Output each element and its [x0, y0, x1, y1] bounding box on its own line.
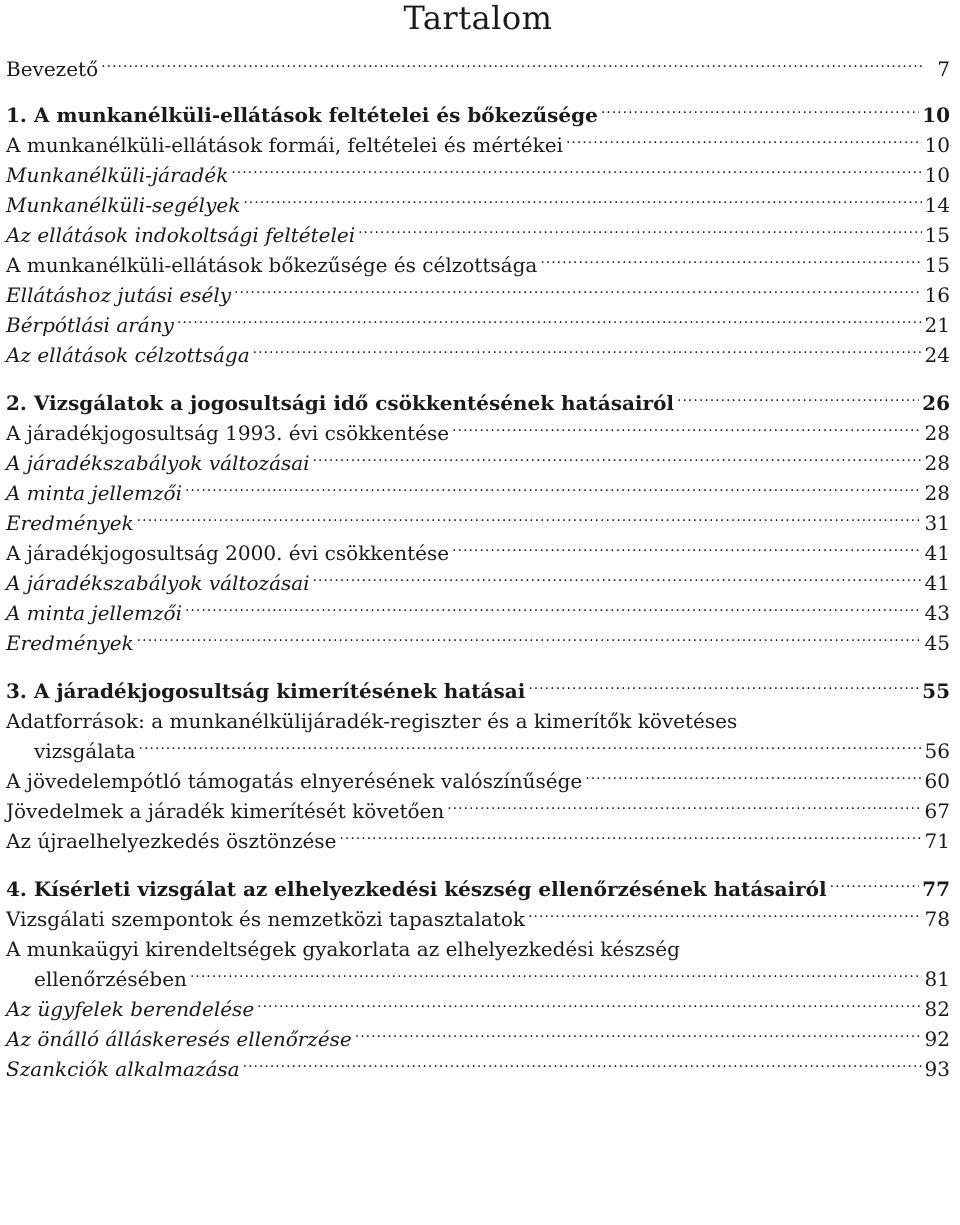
- toc-entry[interactable]: [6, 220, 950, 250]
- toc-entry[interactable]: [6, 280, 950, 310]
- toc-label: 4. Kísérleti vizsgálat az elhelyezkedési készség ellenőrzésének hatásairól: [6, 877, 827, 901]
- toc-entry-multiline-first[interactable]: Adatforrások: a munkanélkülijáradék-regiszter és a kimerítők követéses: [6, 709, 738, 733]
- page-title: Tartalom: [403, 0, 553, 37]
- toc-page-number: 67: [924, 799, 950, 823]
- toc-section-3-items: [6, 766, 950, 856]
- toc-leader: [830, 876, 920, 896]
- toc-entry[interactable]: [6, 418, 950, 448]
- toc-leader: [257, 996, 921, 1016]
- toc-entry[interactable]: [6, 598, 950, 628]
- toc-entry[interactable]: [6, 1024, 950, 1054]
- toc-leader: [528, 678, 919, 698]
- toc-leader: [139, 738, 922, 758]
- toc-leader: [243, 192, 921, 212]
- toc-label: Eredmények: [6, 631, 134, 655]
- toc-entry[interactable]: [6, 310, 950, 340]
- toc-label: A minta jellemzői: [6, 481, 182, 505]
- toc-label: Munkanélküli-segélyek: [6, 193, 241, 217]
- toc-page-number: 45: [924, 631, 950, 655]
- toc-label: A járadékjogosultság 1993. évi csökkentése: [6, 421, 450, 445]
- toc-label: 1. A munkanélküli-ellátások feltételei és bőkezűsége: [6, 103, 598, 127]
- toc-entry[interactable]: [6, 250, 950, 280]
- toc-leader: [253, 342, 922, 362]
- toc-leader: [234, 282, 921, 302]
- toc-page-number: 77: [922, 877, 950, 901]
- toc-leader: [231, 162, 921, 182]
- toc-page-number: 14: [924, 193, 950, 217]
- toc-section-2-heading[interactable]: [6, 388, 950, 418]
- toc-label: Az ellátások célzottsága: [6, 343, 250, 367]
- toc-leader: [452, 540, 921, 560]
- toc-label: A minta jellemzői: [6, 601, 182, 625]
- toc-leader: [177, 312, 922, 332]
- toc-page-number: 71: [924, 829, 950, 853]
- toc-entry[interactable]: [6, 1054, 950, 1084]
- toc-entry[interactable]: [6, 904, 950, 934]
- toc-label: Munkanélküli-járadék: [6, 163, 229, 187]
- toc-leader: [355, 1026, 922, 1046]
- toc-entry[interactable]: [6, 538, 950, 568]
- toc-label: Ellátáshoz jutási esély: [6, 283, 232, 307]
- toc-page-number: 41: [924, 541, 950, 565]
- toc-page-number: 15: [924, 223, 950, 247]
- toc-page-number: 28: [924, 451, 950, 475]
- toc-leader: [185, 600, 922, 620]
- toc-section-1-items: [6, 130, 950, 370]
- toc-section-1-heading[interactable]: [6, 100, 950, 130]
- toc-page-number: 43: [924, 601, 950, 625]
- toc-label: A munkanélküli-ellátások formái, feltételei és mértékei: [6, 133, 563, 157]
- toc-label: Bérpótlási arány: [6, 313, 174, 337]
- toc-label: ellenőrzésében: [34, 967, 187, 991]
- toc-label: Az önálló álláskeresés ellenőrzése: [6, 1027, 352, 1051]
- toc-page-number: 78: [924, 907, 950, 931]
- toc-page-number: 15: [924, 253, 950, 277]
- toc-label: Az ügyfelek berendelése: [6, 997, 255, 1021]
- toc-leader: [528, 906, 922, 926]
- toc-page-number: 82: [924, 997, 950, 1021]
- toc-entry[interactable]: [6, 130, 950, 160]
- toc-page-number: 21: [924, 313, 950, 337]
- toc-entry[interactable]: [6, 994, 950, 1024]
- toc-leader: [137, 630, 922, 650]
- toc-label: Vizsgálati szempontok és nemzetközi tapasztalatok: [6, 907, 525, 931]
- toc-page-number: 28: [924, 421, 950, 445]
- toc-section-4-items: [6, 994, 950, 1084]
- toc-label: A járadékjogosultság 2000. évi csökkentése: [6, 541, 450, 565]
- toc-page-number: 24: [924, 343, 950, 367]
- toc-label: A jövedelempótló támogatás elnyerésének valószínűsége: [6, 769, 583, 793]
- toc-leader: [601, 102, 919, 122]
- toc-page-number: 92: [924, 1027, 950, 1051]
- toc-leader: [339, 828, 921, 848]
- toc-label: Az újraelhelyezkedés ösztönzése: [6, 829, 337, 853]
- toc-page-number: 41: [924, 571, 950, 595]
- toc-entry[interactable]: [6, 628, 950, 658]
- toc-leader: [101, 56, 925, 76]
- toc-entry[interactable]: [6, 160, 950, 190]
- toc-entry-multiline-first[interactable]: A munkaügyi kirendeltségek gyakorlata az elhelyezkedési készség: [6, 937, 680, 961]
- toc-label: Az ellátások indokoltsági feltételei: [6, 223, 356, 247]
- toc-page-number: 93: [924, 1057, 950, 1081]
- toc-leader: [190, 966, 922, 986]
- toc-page-number: 10: [924, 163, 950, 187]
- toc-leader: [540, 252, 921, 272]
- toc-page-number: 10: [924, 133, 950, 157]
- toc-page-number: 81: [924, 967, 950, 991]
- toc-page-number: 16: [924, 283, 950, 307]
- toc-leader: [313, 570, 922, 590]
- toc-leader: [243, 1056, 922, 1076]
- toc-entry-multiline-second[interactable]: [6, 964, 950, 994]
- toc-label: Eredmények: [6, 511, 134, 535]
- toc-section-2-items: [6, 418, 950, 658]
- toc-entry[interactable]: [6, 766, 950, 796]
- toc-page-number: 10: [922, 103, 950, 127]
- toc-entry[interactable]: [6, 508, 950, 538]
- toc-leader: [585, 768, 921, 788]
- toc-entry[interactable]: [6, 796, 950, 826]
- toc-section-4-heading[interactable]: [6, 874, 950, 904]
- toc-leader: [137, 510, 922, 530]
- toc-label: A járadékszabályok változásai: [6, 571, 310, 595]
- toc-label: 3. A járadékjogosultság kimerítésének hatásai: [6, 679, 526, 703]
- toc-label: Jövedelmek a járadék kimerítését követően: [6, 799, 445, 823]
- toc-page-number: 56: [924, 739, 950, 763]
- toc-label: 2. Vizsgálatok a jogosultsági idő csökkentésének hatásairól: [6, 391, 675, 415]
- toc-label: vizsgálata: [34, 739, 136, 763]
- toc-page-number: 28: [924, 481, 950, 505]
- toc-page-number: 31: [924, 511, 950, 535]
- toc-leader: [452, 420, 921, 440]
- toc-page-number: 26: [922, 391, 950, 415]
- toc-entry-multiline-second[interactable]: [6, 736, 950, 766]
- toc-page-number: 55: [922, 679, 950, 703]
- toc-label: Bevezető: [6, 57, 99, 81]
- toc-entry[interactable]: [6, 190, 950, 220]
- toc-page-number: 7: [937, 57, 950, 81]
- toc-section-3-heading[interactable]: [6, 676, 950, 706]
- toc-entry[interactable]: [6, 340, 950, 370]
- toc-leader: [185, 480, 922, 500]
- toc-label: A munkanélküli-ellátások bőkezűsége és célzottsága: [6, 253, 538, 277]
- toc-label: Szankciók alkalmazása: [6, 1057, 240, 1081]
- toc-leader: [566, 132, 922, 152]
- toc-leader: [313, 450, 922, 470]
- toc-label: A járadékszabályok változásai: [6, 451, 310, 475]
- toc-leader: [677, 390, 919, 410]
- toc-leader: [358, 222, 921, 242]
- toc-entry[interactable]: [6, 568, 950, 598]
- toc-leader: [447, 798, 921, 818]
- toc-entry-intro[interactable]: [6, 54, 950, 84]
- toc-entry[interactable]: [6, 478, 950, 508]
- toc-entry[interactable]: [6, 826, 950, 856]
- toc-entry[interactable]: [6, 448, 950, 478]
- toc-page-number: 60: [924, 769, 950, 793]
